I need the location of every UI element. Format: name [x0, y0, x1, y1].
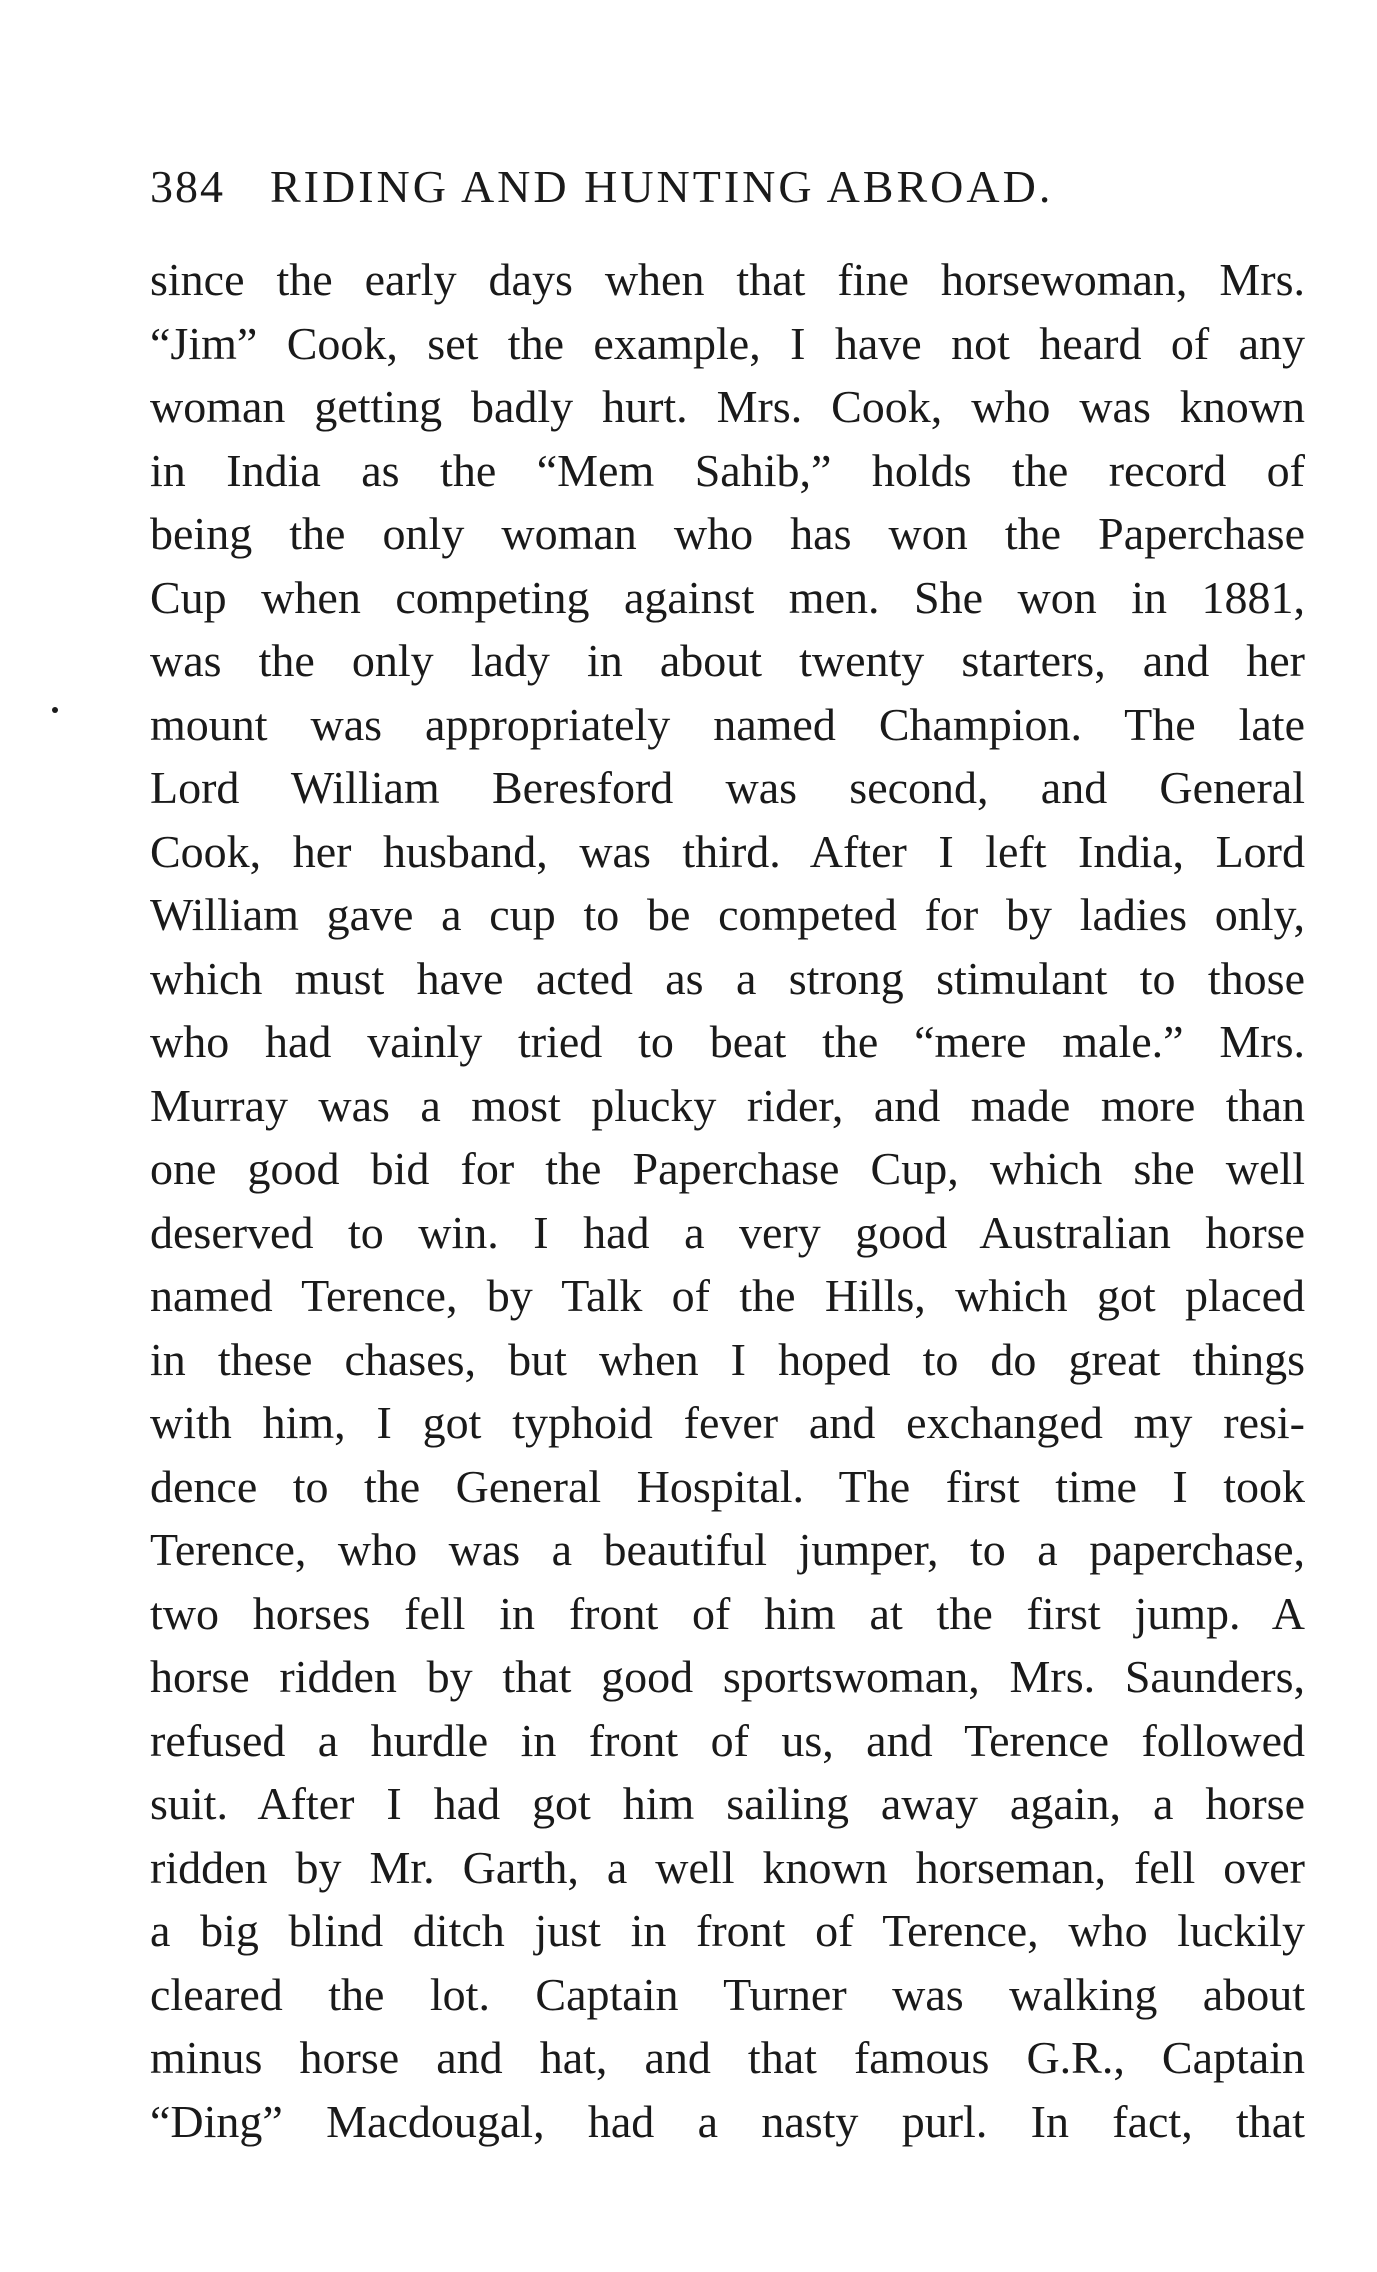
text-line: suit. After I had got him sailing away again, a horse	[150, 1778, 1305, 1829]
text-line: two horses fell in front of him at the first jump. A	[150, 1587, 1305, 1639]
text-line: who had vainly tried to beat the “mere male.” Mrs.	[150, 1016, 1305, 1067]
text-line: named Terence, by Talk of the Hills, which got placed	[150, 1270, 1305, 1321]
text-line: Cup when competing against men. She won in 1881,	[150, 571, 1305, 623]
text-line: “Ding” Macdougal, had a nasty purl. In fact, that	[150, 2095, 1305, 2147]
text-line: being the only woman who has won the Paperchase	[150, 508, 1305, 559]
text-line: cleared the lot. Captain Turner was walking about	[150, 1968, 1305, 2020]
text-line: William gave a cup to be competed for by ladies only,	[150, 889, 1305, 940]
text-line: mount was appropriately named Champion. The late	[150, 698, 1305, 750]
text-line: which must have acted as a strong stimulant to those	[150, 952, 1305, 1004]
text-line: Cook, her husband, was third. After I left India, Lord	[150, 825, 1305, 877]
body-text	[150, 248, 1305, 2153]
text-line: ridden by Mr. Garth, a well known horseman, fell over	[150, 1841, 1305, 1893]
text-line: horse ridden by that good sportswoman, Mrs. Saunders,	[150, 1651, 1305, 1702]
text-line: in India as the “Mem Sahib,” holds the record of	[150, 444, 1305, 496]
text-line: one good bid for the Paperchase Cup, which she well	[150, 1143, 1305, 1194]
margin-dot-mark	[52, 707, 58, 713]
running-head	[150, 160, 1150, 230]
page-number: 384	[150, 161, 225, 212]
text-line: woman getting badly hurt. Mrs. Cook, who was known	[150, 381, 1305, 432]
text-line: refused a hurdle in front of us, and Terence followed	[150, 1714, 1305, 1766]
text-line: Lord William Beresford was second, and General	[150, 762, 1305, 813]
running-title: RIDING AND HUNTING ABROAD.	[270, 161, 1054, 212]
text-line: a big blind ditch just in front of Terence, who luckily	[150, 1905, 1305, 1956]
text-line: dence to the General Hospital. The first time I took	[150, 1460, 1305, 1512]
text-line: with him, I got typhoid fever and exchanged my resi-	[150, 1397, 1305, 1448]
text-line: “Jim” Cook, set the example, I have not heard of any	[150, 317, 1305, 369]
text-line: Terence, who was a beautiful jumper, to a paperchase,	[150, 1524, 1305, 1575]
text-line: was the only lady in about twenty starters, and her	[150, 635, 1305, 686]
text-line: in these chases, but when I hoped to do great things	[150, 1333, 1305, 1385]
text-line: Murray was a most plucky rider, and made more than	[150, 1079, 1305, 1131]
text-line: deserved to win. I had a very good Australian horse	[150, 1206, 1305, 1258]
text-line: since the early days when that fine horsewoman, Mrs.	[150, 254, 1305, 305]
text-line: minus horse and hat, and that famous G.R., Captain	[150, 2032, 1305, 2083]
